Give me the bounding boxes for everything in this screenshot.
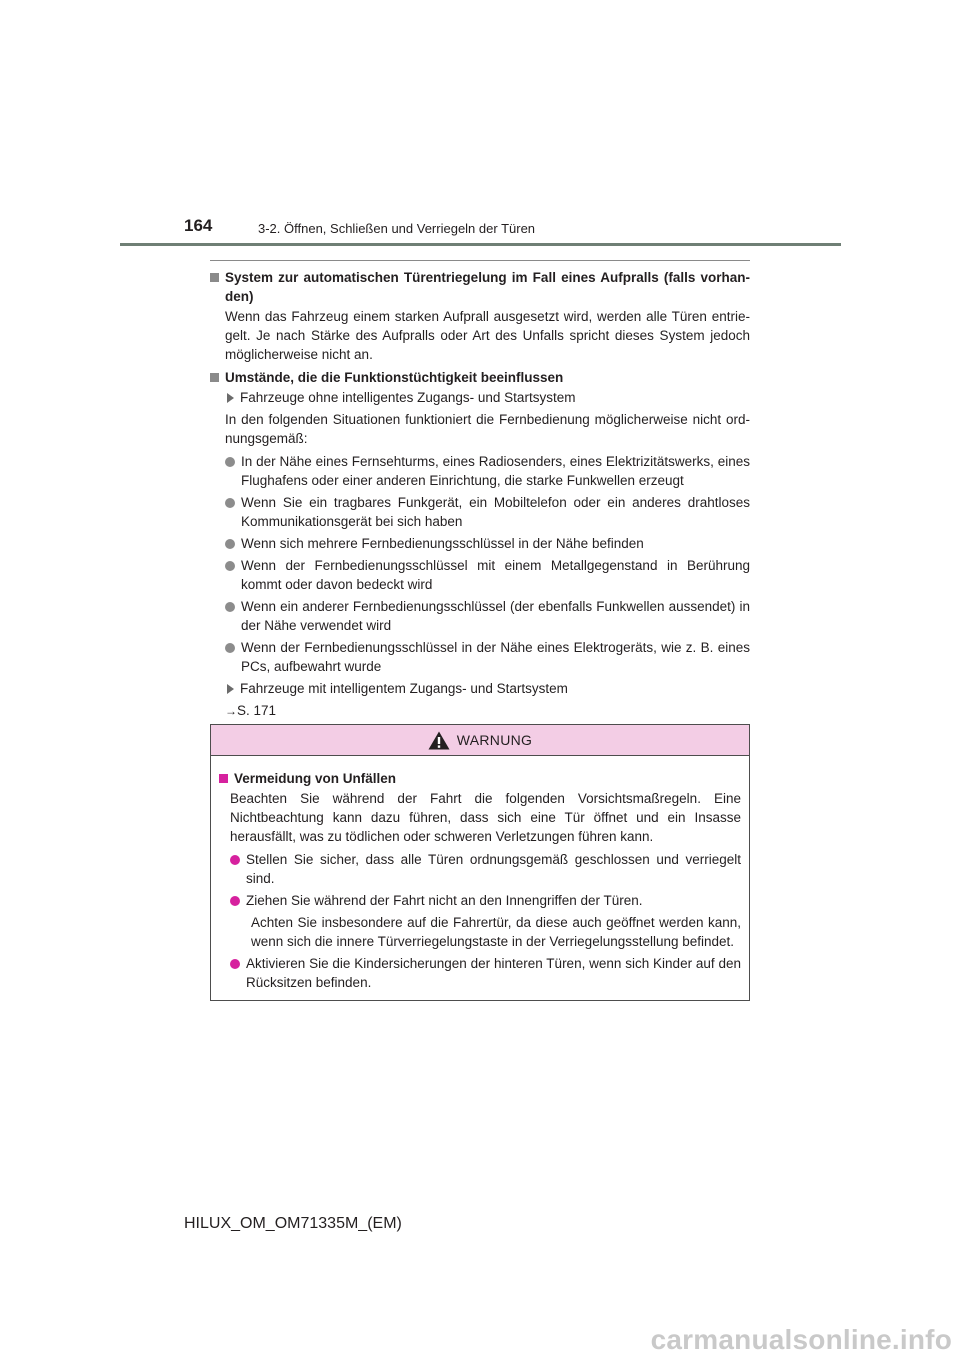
warning-intro: Beachten Sie während der Fahrt die folgenden Vorsichtsmaßregeln. Eine Nichtbeachtung kann dazu führen, dass sich eine Tür öffnet und ein Insasse herausfällt, was zu tödlichen oder schweren Verletzungen führen kann. [230, 791, 741, 844]
warning-item-detail: Achten Sie insbesondere auf die Fahrertür, da diese auch geöffnet werden kann, wenn sich die innere Türverriegelungstaste in der Verriegelungsstellung befindet. [251, 915, 741, 949]
warning-item-text: Ziehen Sie während der Fahrt nicht an den Innengriffen der Türen. [246, 893, 643, 908]
triangle-arrow-icon [227, 684, 234, 694]
list-item [210, 493, 750, 531]
list-item-text: Wenn der Fernbedienungsschlüssel mit einem Metallgegenstand in Berührung kommt oder davon bedeckt wird [241, 558, 750, 592]
warning-item [219, 891, 741, 910]
square-bullet-icon [210, 373, 219, 382]
list-item-text: Wenn ein anderer Fernbedienungsschlüssel (der ebenfalls Funkwellen aussendet) in der Nähe verwendet wird [241, 599, 750, 633]
circle-bullet-icon [225, 561, 235, 571]
subheading [210, 679, 750, 698]
section-title: 3-2. Öffnen, Schließen und Verriegeln der Türen [258, 221, 536, 236]
circle-bullet-icon [225, 643, 235, 653]
warning-box [210, 724, 750, 1001]
topic-heading [210, 368, 750, 387]
header-rule [120, 243, 841, 246]
square-bullet-icon [219, 774, 228, 783]
warning-item [219, 850, 741, 888]
main-content [210, 268, 750, 721]
subheading-text: Fahrzeuge ohne intelligentes Zugangs- und Startsystem [240, 390, 576, 405]
list-item [210, 452, 750, 490]
list-item [210, 534, 750, 553]
cross-reference[interactable] [210, 701, 750, 721]
list-item [210, 597, 750, 635]
right-arrow-icon: → [225, 704, 237, 718]
page-number: 164 [184, 216, 213, 235]
warning-item-text: Aktivieren Sie die Kindersicherungen der hinteren Türen, wenn sich Kinder auf den Rücksitzen befinden. [246, 956, 741, 990]
list-item-text: Wenn der Fernbedienungsschlüssel in der Nähe eines Elektrogeräts, wie z. B. eines PCs, aufbewahrt wurde [241, 640, 750, 674]
square-bullet-icon [210, 273, 219, 282]
list-item-text: Wenn sich mehrere Fernbedienungsschlüssel in der Nähe befinden [241, 536, 644, 551]
warning-heading-text: Vermeidung von Unfällen [234, 771, 397, 786]
cross-reference-text[interactable]: S. 171 [237, 703, 277, 718]
circle-bullet-icon [230, 896, 240, 906]
list-item-text: In der Nähe eines Fernsehturms, eines Radiosenders, eines Elektrizitätswerks, eines Flughafens oder einer anderen Einrichtung, die starke Funkwellen erzeugt [241, 454, 750, 488]
intro-text: In den folgenden Situationen funktioniert die Fernbedienung möglicherweise nicht ord-nungsgemäß: [225, 412, 750, 446]
watermark: carmanualsonline.info [650, 1324, 952, 1355]
warning-label: WARNUNG [456, 732, 533, 748]
subheading [210, 388, 750, 407]
topic-title: Umstände, die die Funktionstüchtigkeit beeinflussen [225, 370, 564, 385]
list-item [210, 638, 750, 676]
warning-body [211, 756, 749, 992]
warning-item [219, 954, 741, 992]
circle-bullet-icon [225, 457, 235, 467]
circle-bullet-icon [225, 539, 235, 549]
subheading-text: Fahrzeuge mit intelligentem Zugangs- und Startsystem [240, 681, 568, 696]
document-code: HILUX_OM_OM71335M_(EM) [184, 1215, 402, 1232]
warning-triangle-icon [428, 731, 450, 750]
circle-bullet-icon [230, 959, 240, 969]
topic-title: System zur automatischen Türentriegelung im Fall eines Aufpralls (falls vorhan-den) [225, 270, 750, 304]
circle-bullet-icon [225, 498, 235, 508]
warning-header [211, 725, 749, 756]
topic-heading [210, 268, 750, 306]
circle-bullet-icon [225, 602, 235, 612]
list-item-text: Wenn Sie ein tragbares Funkgerät, ein Mobiltelefon oder ein anderes drahtloses Kommunikationsgerät bei sich haben [241, 495, 750, 529]
circle-bullet-icon [230, 855, 240, 865]
list-item [210, 556, 750, 594]
triangle-arrow-icon [227, 393, 234, 403]
warning-heading [219, 769, 741, 788]
warning-item-text: Stellen Sie sicher, dass alle Türen ordnungsgemäß geschlossen und verriegelt sind. [246, 852, 741, 886]
content-rule [210, 260, 750, 261]
topic-body: Wenn das Fahrzeug einem starken Aufprall ausgesetzt wird, werden alle Türen entrie-gelt. Je nach Stärke des Aufpralls oder Art des Unfalls spricht dieses System jedoch möglicherweise nicht an. [225, 309, 750, 362]
